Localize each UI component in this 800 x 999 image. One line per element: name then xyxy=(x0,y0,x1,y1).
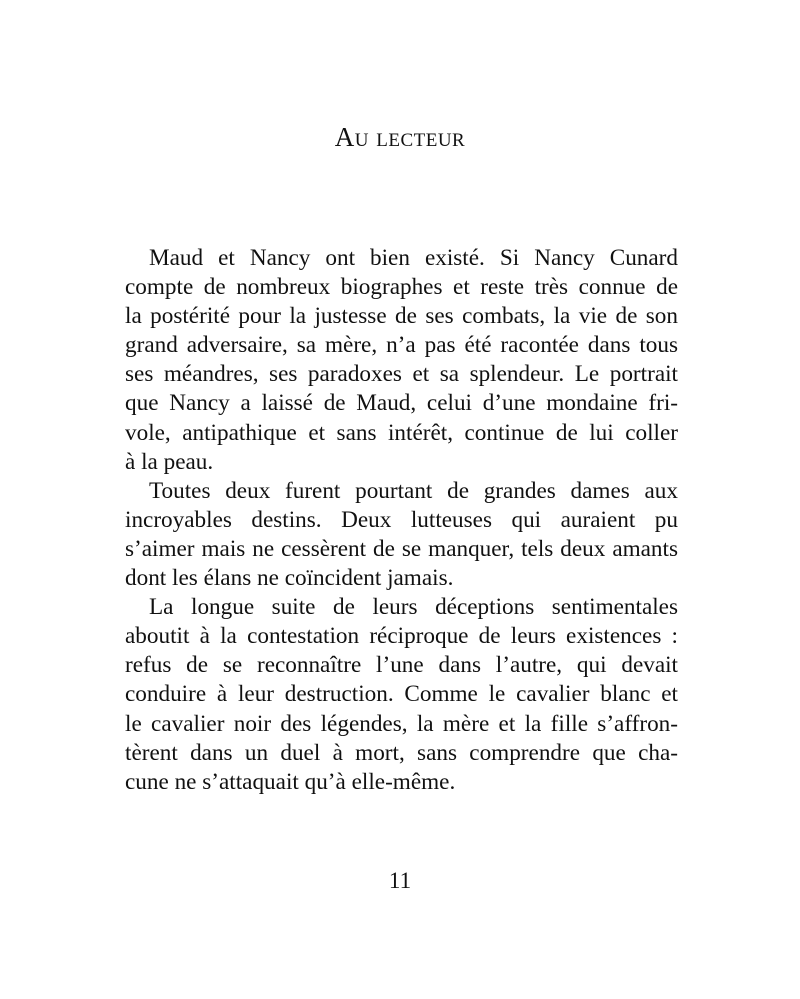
text-line: vole, antipathique et sans intérêt, continue de lui coller xyxy=(125,419,678,446)
text-line: Toutes deux furent pourtant de grandes dames aux xyxy=(149,477,678,504)
text-line: aboutit à la contestation réciproque de leurs existences : xyxy=(125,623,678,650)
text-line: cune ne s’attaquait qu’à elle-même. xyxy=(125,768,456,795)
text-line: incroyables destins. Deux lutteuses qui auraient pu xyxy=(125,506,678,533)
text-line: dont les élans ne coïncident jamais. xyxy=(125,565,454,592)
text-line: la postérité pour la justesse de ses combats, la vie de son xyxy=(125,303,678,330)
body-text xyxy=(125,244,678,797)
paragraph-1 xyxy=(125,244,678,477)
text-line: s’aimer mais ne cessèrent de se manquer, tels deux amants xyxy=(125,535,678,562)
paragraph-3 xyxy=(125,593,678,797)
page-number: 11 xyxy=(388,868,412,893)
text-line: que Nancy a laissé de Maud, celui d’une mondaine fri- xyxy=(125,390,678,417)
page-title: Au lecteur xyxy=(334,122,466,152)
paragraph-2 xyxy=(125,477,678,593)
text-line: La longue suite de leurs déceptions sentimentales xyxy=(149,594,678,621)
text-line: à la peau. xyxy=(125,448,214,475)
text-line: compte de nombreux biographes et reste très connue de xyxy=(125,274,678,301)
text-line: tèrent dans un duel à mort, sans comprendre que cha- xyxy=(125,739,678,766)
text-line: conduire à leur destruction. Comme le cavalier blanc et xyxy=(125,681,678,708)
text-line: Maud et Nancy ont bien existé. Si Nancy Cunard xyxy=(149,245,678,271)
text-line: grand adversaire, sa mère, n’a pas été racontée dans tous xyxy=(125,332,678,359)
text-line: ses méandres, ses paradoxes et sa splendeur. Le portrait xyxy=(125,361,678,388)
text-line: refus de se reconnaître l’une dans l’autre, qui devait xyxy=(125,652,678,679)
text-line: le cavalier noir des légendes, la mère et la fille s’affron- xyxy=(125,710,678,737)
